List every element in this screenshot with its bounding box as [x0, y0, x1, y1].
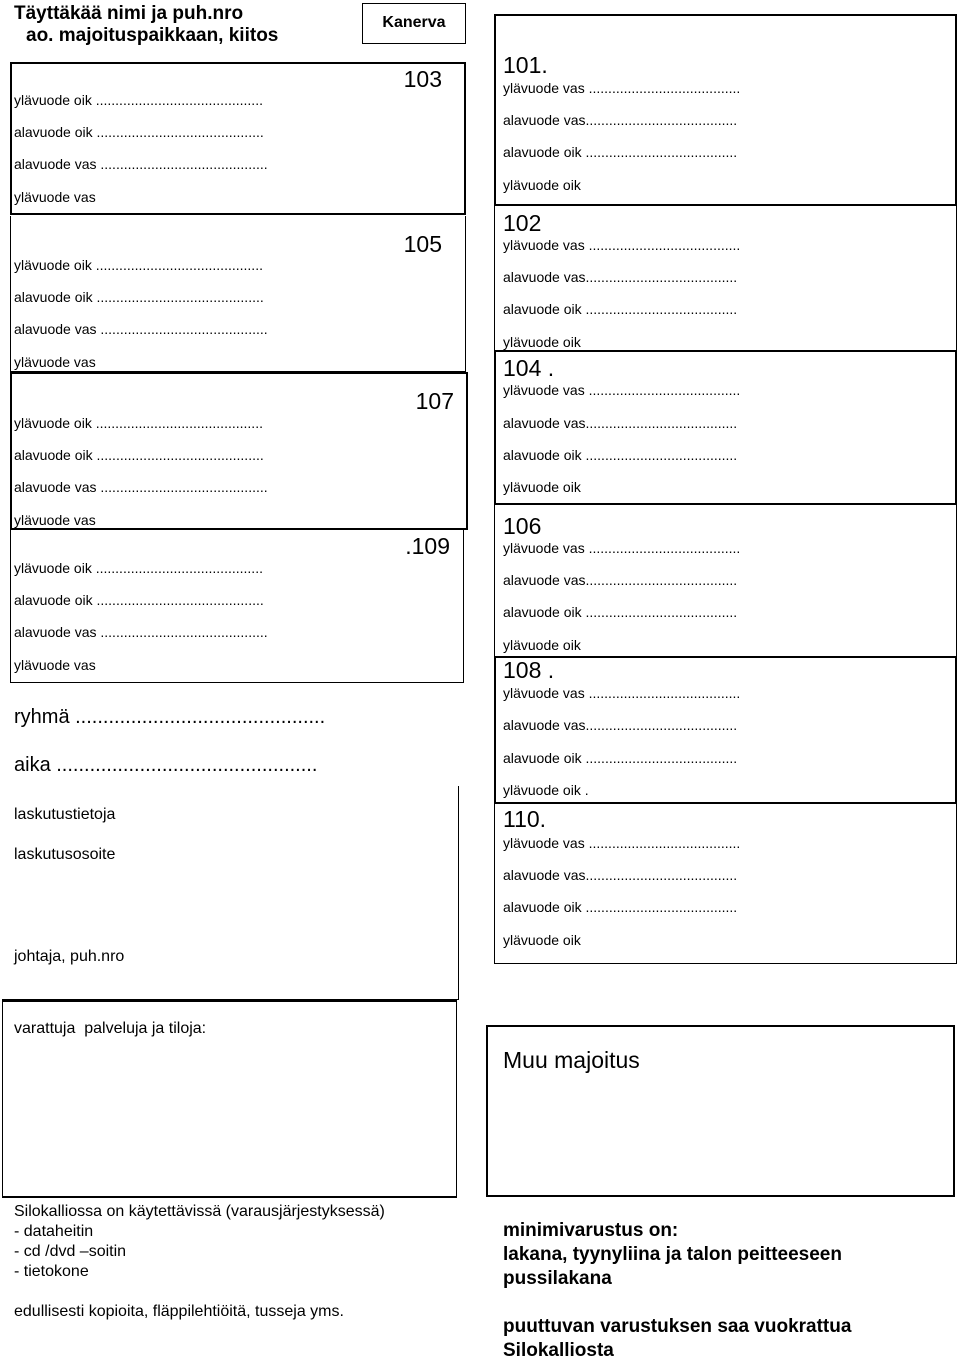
bed-108-4: ylävuode oik . — [503, 782, 589, 798]
bed-106-1: ylävuode vas ....................................... — [503, 540, 741, 556]
title-line-1: Täyttäkää nimi ja puh.nro — [14, 3, 244, 24]
bed-108-3: alavuode oik ....................................... — [503, 750, 738, 766]
bed-107-3: alavuode vas ........................................... — [14, 479, 268, 495]
bed-103-1: ylävuode oik ........................................... — [14, 92, 263, 108]
room-number-105: 105 — [403, 231, 442, 257]
equipment-line-4: - tietokone — [14, 1263, 89, 1280]
time-field: aika ............................................... — [14, 754, 318, 776]
bed-110-4: ylävuode oik — [503, 932, 581, 948]
billing-info-label: laskutustietoja — [14, 806, 116, 823]
title-line-2: ao. majoituspaikkaan, kiitos — [26, 25, 279, 46]
bed-107-4: ylävuode vas — [14, 512, 96, 528]
billing-address-label: laskutusosoite — [14, 846, 116, 863]
bed-106-3: alavuode oik ....................................... — [503, 604, 738, 620]
equipment-line-5: edullisesti kopioita, fläppilehtiöitä, tusseja yms. — [14, 1303, 344, 1320]
bed-101-4: ylävuode oik — [503, 177, 581, 193]
other-accommodation-title: Muu majoitus — [503, 1047, 640, 1073]
bed-106-4: ylävuode oik — [503, 637, 581, 653]
bed-109-1: ylävuode oik ........................................... — [14, 560, 263, 576]
minimum-line-2: lakana, tyynyliina ja talon peitteeseen — [503, 1244, 842, 1265]
room-number-104: 104 . — [503, 355, 555, 381]
equipment-line-2: - dataheitin — [14, 1223, 94, 1240]
section-divider — [2, 1197, 457, 1198]
building-name: Kanerva — [382, 14, 446, 31]
room-number-101: 101. — [503, 52, 548, 78]
bed-110-2: alavuode vas....................................... — [503, 867, 738, 883]
room-number-108: 108 . — [503, 657, 555, 683]
minimum-line-1: minimivarustus on: — [503, 1220, 679, 1241]
bed-105-2: alavuode oik ........................................... — [14, 289, 264, 305]
bed-101-2: alavuode vas....................................... — [503, 112, 738, 128]
minimum-line-3: pussilakana — [503, 1268, 612, 1289]
bed-109-4: ylävuode vas — [14, 657, 96, 673]
bed-105-3: alavuode vas ........................................... — [14, 321, 268, 337]
bed-106-2: alavuode vas....................................... — [503, 572, 738, 588]
bed-105-1: ylävuode oik ........................................... — [14, 257, 263, 273]
room-number-106: 106 — [503, 513, 542, 539]
minimum-equipment-note — [503, 1219, 851, 1363]
bed-102-3: alavuode oik ....................................... — [503, 301, 738, 317]
manager-phone-label: johtaja, puh.nro — [14, 948, 125, 965]
bed-104-3: alavuode oik ....................................... — [503, 447, 738, 463]
room-number-109: .109 — [405, 533, 450, 559]
room-number-107: 107 — [415, 388, 454, 414]
bed-102-4: ylävuode oik — [503, 334, 581, 350]
form-title — [14, 3, 278, 47]
room-number-103: 103 — [403, 66, 442, 92]
bed-103-4: ylävuode vas — [14, 189, 96, 205]
room-number-110: 110. — [503, 806, 547, 832]
minimum-line-5: Silokalliosta — [503, 1340, 614, 1361]
equipment-line-1: Silokalliossa on käytettävissä (varausjärjestyksessä) — [14, 1203, 385, 1220]
building-name-box — [362, 3, 466, 44]
bed-104-1: ylävuode vas ....................................... — [503, 382, 741, 398]
group-field: ryhmä ............................................. — [14, 706, 326, 728]
bed-103-2: alavuode oik ........................................... — [14, 124, 264, 140]
bed-102-1: ylävuode vas ....................................... — [503, 237, 741, 253]
bed-107-2: alavuode oik ........................................... — [14, 447, 264, 463]
bed-109-2: alavuode oik ........................................... — [14, 592, 264, 608]
minimum-line-4: puuttuvan varustuksen saa vuokrattua — [503, 1316, 852, 1337]
equipment-note — [14, 1202, 385, 1322]
bed-101-1: ylävuode vas ....................................... — [503, 80, 741, 96]
bed-109-3: alavuode vas ........................................... — [14, 624, 268, 640]
room-number-102: 102 — [503, 210, 542, 236]
bed-104-2: alavuode vas....................................... — [503, 415, 738, 431]
bed-108-1: ylävuode vas ....................................... — [503, 685, 741, 701]
bed-104-4: ylävuode oik — [503, 479, 581, 495]
bed-102-2: alavuode vas....................................... — [503, 269, 738, 285]
services-label: varattuja palveluja ja tiloja: — [14, 1020, 207, 1037]
bed-103-3: alavuode vas ........................................... — [14, 156, 268, 172]
bed-110-3: alavuode oik ....................................... — [503, 899, 738, 915]
bed-101-3: alavuode oik ....................................... — [503, 144, 738, 160]
bed-107-1: ylävuode oik ........................................... — [14, 415, 263, 431]
bed-108-2: alavuode vas....................................... — [503, 717, 738, 733]
bed-110-1: ylävuode vas ....................................... — [503, 835, 741, 851]
equipment-line-3: - cd /dvd –soitin — [14, 1243, 127, 1260]
bed-105-4: ylävuode vas — [14, 354, 96, 370]
